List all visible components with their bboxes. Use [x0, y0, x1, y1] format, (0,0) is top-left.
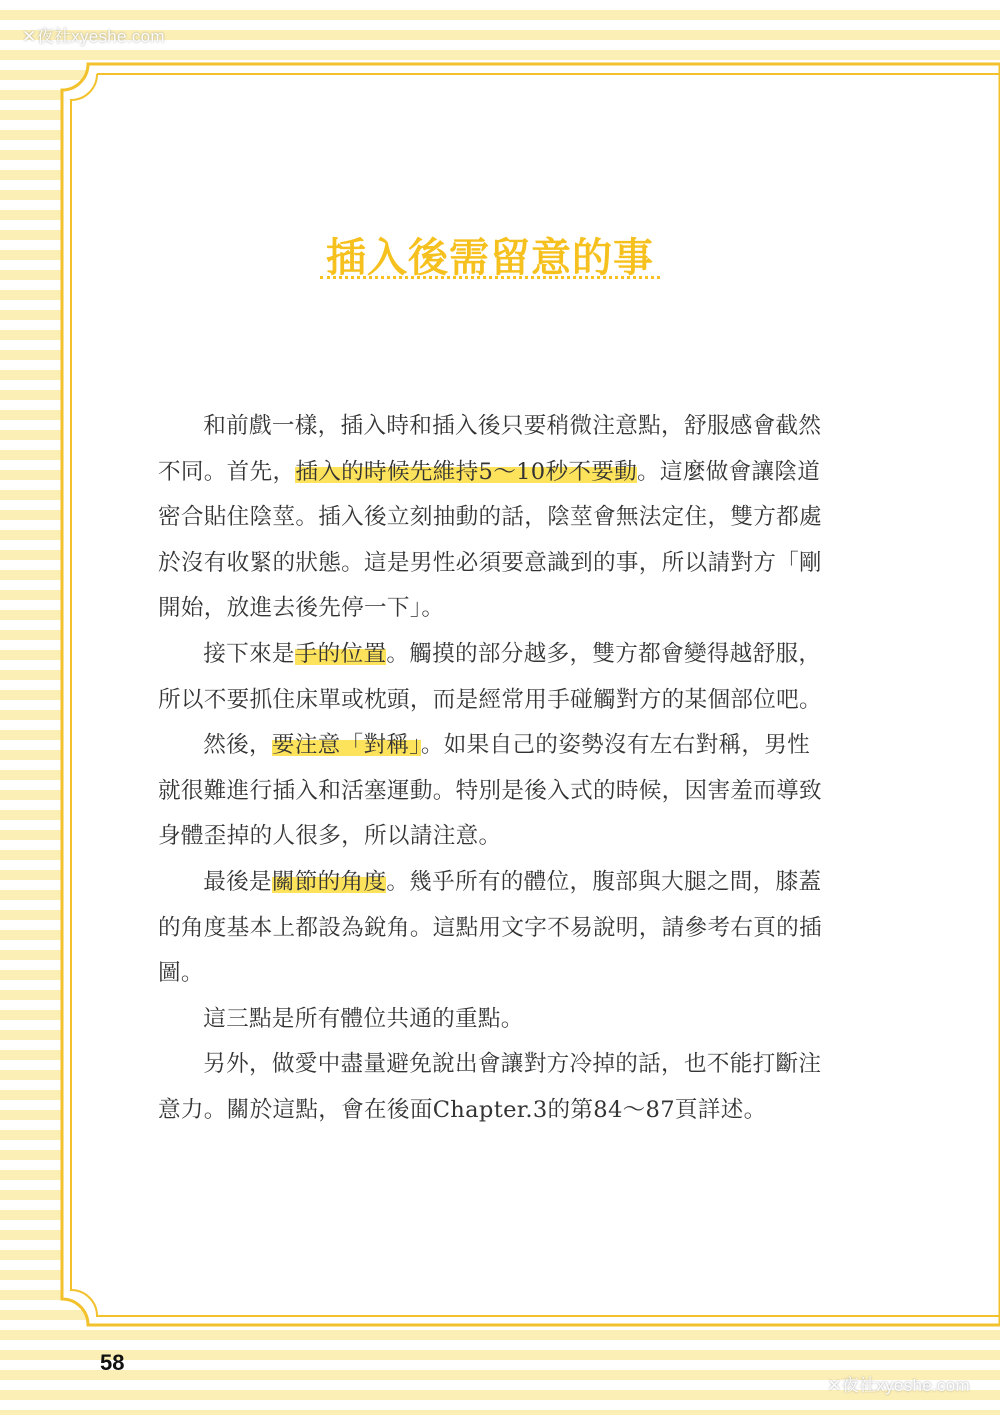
page-number: 58: [100, 1350, 125, 1375]
paragraph: 和前戲一樣，插入時和插入後只要稍微注意點，舒服感會截然不同。首先，插入的時候先維持5～10秒不要動。這麼做會讓陰道密合貼住陰莖。插入後立刻抽動的話，陰莖會無法定住，雙方都處於沒有收緊的狀態。這是男性必須要意識到的事，所以請對方「剛開始，放進去後先停一下」。: [158, 413, 822, 622]
x-logo-icon: ✕: [22, 27, 37, 46]
watermark-text: 夜社xyeshe.com: [841, 1376, 970, 1395]
paragraph: 然後，要注意「對稱」。如果自己的姿勢沒有左右對稱，男性就很難進行插入和活塞運動。特別是後入式的時候，因害羞而導致身體歪掉的人很多，所以請注意。: [158, 732, 822, 850]
paragraph: 另外，做愛中盡量避免說出會讓對方冷掉的話，也不能打斷注意力。關於這點，會在後面Chapter.3的第84～87頁詳述。: [158, 1051, 822, 1123]
body-text: [158, 404, 826, 1134]
watermark-bottom: [827, 1371, 970, 1396]
highlight: 插入的時候先維持5～10秒不要動: [295, 458, 638, 485]
highlight: 手的位置: [294, 640, 387, 667]
x-logo-icon: ✕: [827, 1376, 842, 1395]
paragraph: 接下來是手的位置。觸摸的部分越多，雙方都會變得越舒服，所以不要抓住床單或枕頭，而是經常用手碰觸對方的某個部位吧。: [158, 640, 822, 713]
watermark-text: 夜社xyeshe.com: [36, 27, 165, 46]
paragraph: 最後是關節的角度。幾乎所有的體位，腹部與大腿之間，膝蓋的角度基本上都設為銳角。這點用文字不易說明，請參考右頁的插圖。: [158, 868, 822, 987]
page-title: 插入後需留意的事: [326, 235, 654, 281]
highlight: 關節的角度: [271, 868, 387, 895]
title-underline: [320, 276, 660, 279]
paragraph: 這三點是所有體位共通的重點。: [203, 1005, 524, 1032]
highlight: 要注意「對稱」: [271, 732, 421, 759]
